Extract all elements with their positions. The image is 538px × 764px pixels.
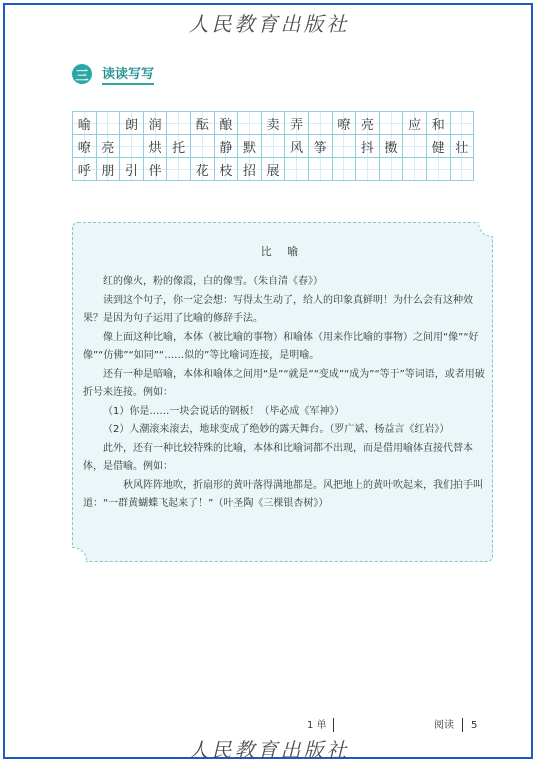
grid-char: 嘹 (337, 117, 351, 133)
grid-cell (450, 112, 474, 135)
grid-char: 亮 (101, 140, 115, 156)
grid-cell (403, 112, 427, 135)
grid-row (73, 112, 474, 135)
grid-char: 壮 (455, 140, 469, 156)
page-number: 5 (471, 720, 478, 731)
grid-cell (332, 112, 356, 135)
grid-cell (379, 135, 403, 158)
grid-char: 引 (124, 163, 138, 179)
grid-cell (261, 158, 285, 181)
grid-cell (214, 158, 238, 181)
grid-char: 嘹 (77, 140, 91, 156)
grid-cell (403, 158, 427, 181)
grid-char: 健 (431, 140, 445, 156)
grid-cell (190, 135, 214, 158)
grid-cell (426, 112, 450, 135)
grid-cell (238, 135, 262, 158)
grid-cell (120, 135, 144, 158)
paragraph: 读到这个句子，你一定会想：写得太生动了，给人的印象真鲜明！为什么会有这种效果？是因为句子运用了比喻的修辞手法。 (83, 294, 473, 324)
paragraph: 红的像火，粉的像霞，白的像雪。（朱自清《春》） (103, 276, 323, 287)
grid-cell (332, 158, 356, 181)
example-2: （2）人潮滚来滚去，地球变成了绝妙的露天舞台。（罗广斌、杨益言《红岩》） (103, 424, 450, 435)
grid-cell (356, 112, 380, 135)
section-heading (72, 62, 154, 86)
grid-char: 擞 (384, 140, 398, 156)
grid-char: 应 (408, 117, 422, 133)
grid-char: 风 (290, 140, 304, 156)
grid-cell (332, 135, 356, 158)
grid-char: 酝 (195, 117, 209, 133)
grid-char: 花 (195, 163, 209, 179)
grid-char: 招 (242, 163, 256, 179)
example-1: （1）你是……一块会说话的钢板！（毕必成《军神》） (103, 405, 345, 417)
grid-cell (96, 158, 120, 181)
grid-char: 卖 (266, 117, 280, 133)
grid-char: 朗 (124, 117, 138, 133)
grid-char: 和 (431, 117, 445, 133)
grid-char: 弄 (290, 117, 304, 133)
paragraph: 还有一种是暗喻，本体和喻体之间用“是”“就是”“变成”“成为”“等于”等词语，或者用破折号来连接。例如： (83, 368, 485, 398)
grid-cell (450, 158, 474, 181)
grid-cell (214, 135, 238, 158)
knowledge-box (72, 222, 493, 562)
grid-cell (308, 135, 332, 158)
grid-cell (308, 158, 332, 181)
grid-cell (143, 158, 167, 181)
grid-char: 喻 (77, 117, 91, 133)
section-label: 阅读 (434, 720, 454, 731)
box-title: 比 喻 (260, 245, 305, 258)
grid-cell (73, 158, 97, 181)
section-title: 读读写写 (102, 63, 154, 85)
grid-char: 亮 (360, 117, 374, 133)
grid-char: 朋 (101, 163, 115, 179)
grid-cell (285, 112, 309, 135)
grid-char: 默 (242, 140, 256, 156)
vocabulary-grid (72, 111, 474, 181)
publisher-logo-top: 人民教育出版社 (188, 12, 350, 36)
grid-cell (356, 135, 380, 158)
grid-cell (143, 112, 167, 135)
grid-cell (285, 158, 309, 181)
grid-cell (261, 135, 285, 158)
grid-char: 烘 (148, 140, 162, 156)
grid-char: 酿 (219, 117, 233, 133)
divider (333, 718, 334, 732)
grid-char: 润 (148, 117, 162, 133)
page-footer (434, 716, 477, 732)
grid-char: 抖 (360, 140, 374, 156)
grid-cell (167, 135, 191, 158)
grid-cell (214, 112, 238, 135)
grid-cell (426, 158, 450, 181)
paragraph: 像上面这种比喻，本体（被比喻的事物）和喻体（用来作比喻的事物）之间用“像”“好像”“仿佛”“如同”“……似的”等比喻词连接，是明喻。 (83, 331, 479, 361)
grid-char: 展 (266, 163, 280, 179)
grid-cell (379, 158, 403, 181)
grid-cell (73, 135, 97, 158)
grid-cell (379, 112, 403, 135)
grid-cell (120, 158, 144, 181)
grid-cell (73, 112, 97, 135)
grid-char: 筝 (313, 140, 327, 156)
divider (462, 718, 463, 732)
grid-char: 伴 (148, 163, 162, 179)
box-corner-decoration (478, 222, 493, 237)
grid-cell (426, 135, 450, 158)
grid-cell (450, 135, 474, 158)
grid-cell (96, 135, 120, 158)
grid-cell (167, 112, 191, 135)
grid-row (73, 158, 474, 181)
grid-cell (190, 112, 214, 135)
paragraph: 此外，还有一种比较特殊的比喻，本体和比喻词都不出现，而是借用喻体直接代替本体，是借喻。例如： (83, 442, 473, 472)
grid-cell (120, 112, 144, 135)
grid-char: 枝 (219, 163, 233, 179)
grid-cell (143, 135, 167, 158)
grid-cell (96, 112, 120, 135)
grid-cell (403, 135, 427, 158)
grid-cell (238, 158, 262, 181)
box-corner-decoration (72, 547, 87, 562)
grid-cell (285, 135, 309, 158)
grid-cell (238, 112, 262, 135)
grid-char: 托 (172, 140, 186, 156)
section-number-icon: 三 (72, 64, 92, 84)
grid-row (73, 135, 474, 158)
grid-cell (356, 158, 380, 181)
grid-cell (261, 112, 285, 135)
example-3: 秋风阵阵地吹，折扇形的黄叶落得满地都是。风把地上的黄叶吹起来，我们拍手叫道：“一群黄蝴蝶飞起来了！”（叶圣陶《三棵银杏树》） (83, 479, 483, 509)
unit-label: 1 单 (307, 716, 334, 732)
grid-char: 静 (219, 140, 233, 156)
grid-char: 呼 (77, 163, 91, 179)
grid-cell (167, 158, 191, 181)
publisher-logo-bottom: 人民教育出版社 (188, 738, 350, 762)
grid-cell (190, 158, 214, 181)
grid-cell (308, 112, 332, 135)
box-body (83, 273, 485, 514)
